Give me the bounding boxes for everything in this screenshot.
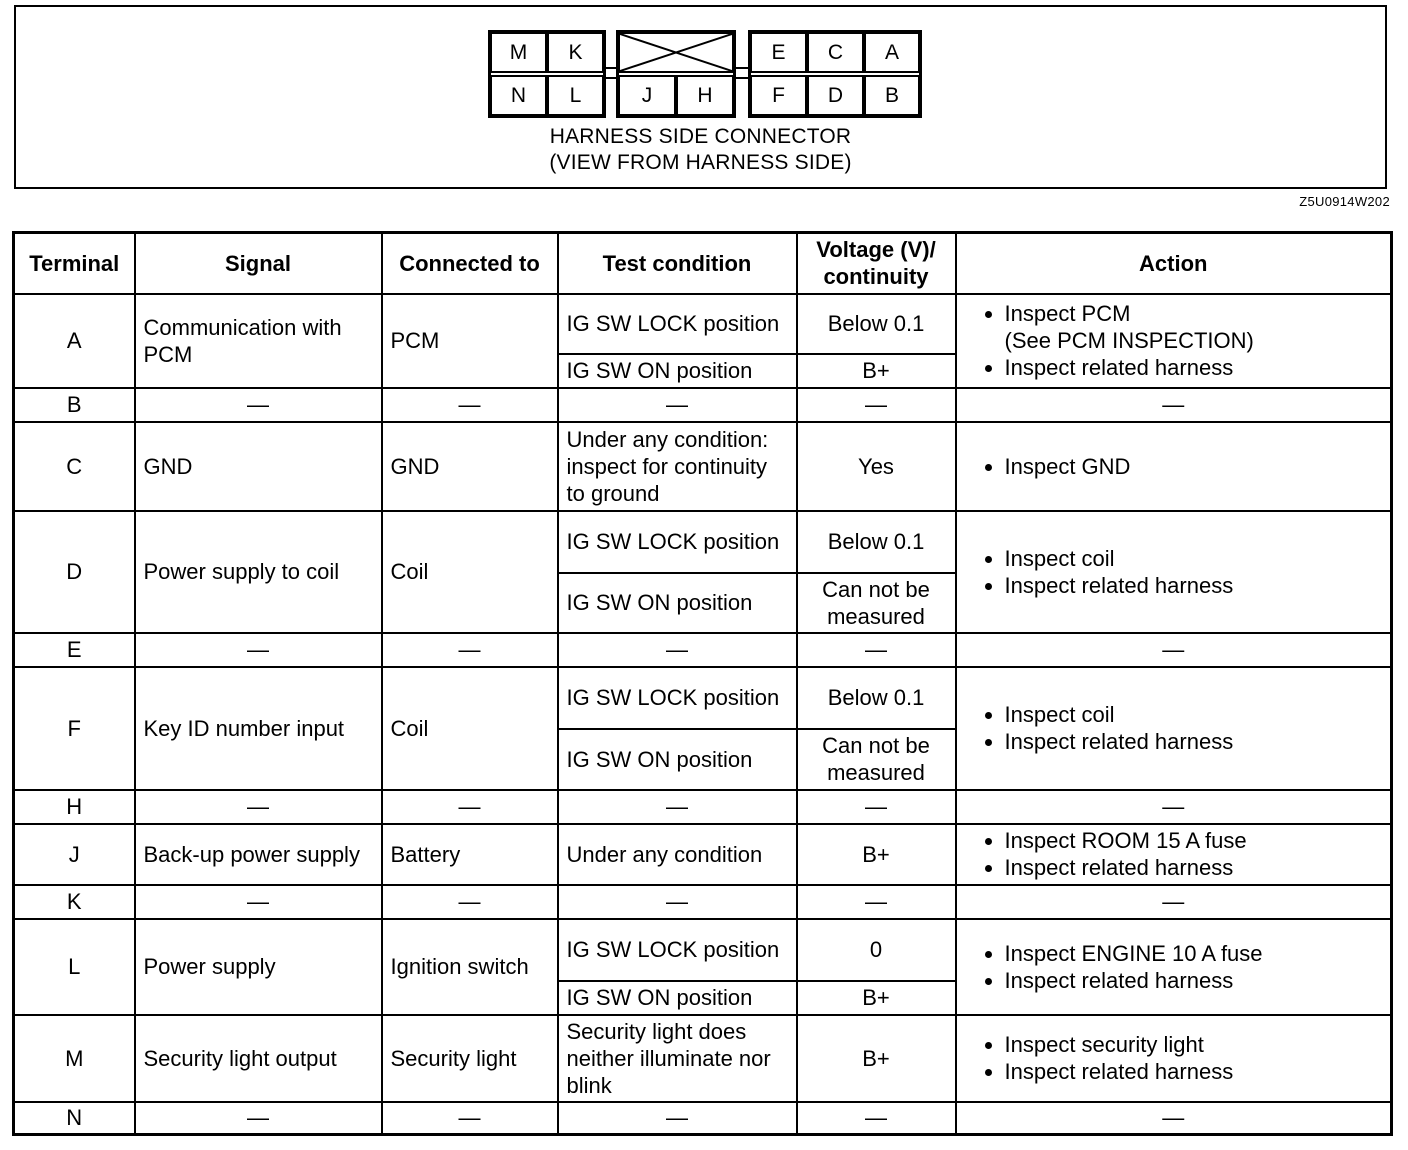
signal-cell: Back-up power supply: [135, 824, 382, 885]
header-voltage: Voltage (V)/ continuity: [797, 233, 956, 294]
terminal-cell: H: [14, 790, 135, 824]
action-cell: [956, 511, 1392, 633]
test-condition-cell: —: [558, 790, 797, 824]
test-condition-cell: IG SW ON position: [558, 729, 797, 790]
connector-pin-c: C: [807, 32, 864, 73]
test-condition-cell: IG SW LOCK position: [558, 294, 797, 354]
test-condition-cell: —: [558, 885, 797, 919]
test-condition-cell: —: [558, 633, 797, 667]
voltage-cell: —: [797, 790, 956, 824]
action-item: • Inspect ENGINE 10 A fuse: [1005, 940, 1383, 967]
table-row: [14, 633, 1392, 667]
terminal-cell: D: [14, 511, 135, 633]
signal-cell: —: [135, 388, 382, 422]
signal-cell: Communication with PCM: [135, 294, 382, 388]
connected-to-cell: Coil: [382, 667, 558, 790]
voltage-cell: —: [797, 388, 956, 422]
test-condition-cell: Under any condition: inspect for continuity to ground: [558, 422, 797, 511]
voltage-cell: B+: [797, 354, 956, 388]
table-row: [14, 511, 1392, 573]
header-action: Action: [956, 233, 1392, 294]
connector-pin-n: N: [490, 75, 547, 116]
signal-cell: Key ID number input: [135, 667, 382, 790]
action-item: • Inspect related harness: [1005, 728, 1383, 755]
terminal-table: [12, 231, 1393, 1136]
signal-cell: —: [135, 790, 382, 824]
table-row: [14, 1015, 1392, 1102]
table-row: [14, 919, 1392, 981]
table-row: [14, 388, 1392, 422]
test-condition-cell: IG SW LOCK position: [558, 667, 797, 729]
voltage-cell: Below 0.1: [797, 667, 956, 729]
action-cell: —: [956, 885, 1392, 919]
action-item: • Inspect security light: [1005, 1031, 1383, 1058]
connector-pin-h: H: [676, 75, 734, 116]
signal-cell: Security light output: [135, 1015, 382, 1102]
voltage-cell: —: [797, 1102, 956, 1135]
voltage-cell: B+: [797, 824, 956, 885]
connector-pin-l: L: [547, 75, 604, 116]
action-item: • Inspect coil: [1005, 701, 1383, 728]
connector-pin-e: E: [750, 32, 807, 73]
test-condition-cell: IG SW ON position: [558, 573, 797, 633]
terminal-cell: L: [14, 919, 135, 1015]
connected-to-cell: —: [382, 388, 558, 422]
action-cell: —: [956, 790, 1392, 824]
connector-pin-f: F: [750, 75, 807, 116]
action-item: • Inspect PCM (See PCM INSPECTION): [1005, 300, 1383, 354]
connected-to-cell: Coil: [382, 511, 558, 633]
header-connected-to: Connected to: [382, 233, 558, 294]
terminal-cell: F: [14, 667, 135, 790]
test-condition-cell: IG SW ON position: [558, 354, 797, 388]
test-condition-cell: —: [558, 1102, 797, 1135]
action-cell: —: [956, 388, 1392, 422]
connected-to-cell: PCM: [382, 294, 558, 388]
blank-cavity-cross-icon: [620, 34, 732, 71]
connected-to-cell: Battery: [382, 824, 558, 885]
connector-pin-d: D: [807, 75, 864, 116]
voltage-cell: —: [797, 885, 956, 919]
terminal-cell: C: [14, 422, 135, 511]
table-row: [14, 885, 1392, 919]
connector-pin-j: J: [618, 75, 676, 116]
table-header-row: [14, 233, 1392, 294]
connector-pin-k: K: [547, 32, 604, 73]
connected-to-cell: Security light: [382, 1015, 558, 1102]
connector-caption-line2: (VIEW FROM HARNESS SIDE): [549, 151, 852, 174]
terminal-cell: N: [14, 1102, 135, 1135]
connector-pin-m: M: [490, 32, 547, 73]
terminal-cell: A: [14, 294, 135, 388]
voltage-cell: —: [797, 633, 956, 667]
voltage-cell: Below 0.1: [797, 294, 956, 354]
header-test-condition: Test condition: [558, 233, 797, 294]
voltage-cell: Can not be measured: [797, 573, 956, 633]
connector-blank-cavity: [618, 32, 734, 73]
table-row: [14, 1102, 1392, 1135]
action-cell: [956, 667, 1392, 790]
action-cell: —: [956, 633, 1392, 667]
connected-to-cell: —: [382, 790, 558, 824]
connected-to-cell: —: [382, 885, 558, 919]
connector-diagram: [14, 5, 1387, 189]
test-condition-cell: IG SW ON position: [558, 981, 797, 1015]
action-cell: [956, 294, 1392, 388]
signal-cell: GND: [135, 422, 382, 511]
signal-cell: Power supply: [135, 919, 382, 1015]
test-condition-cell: Security light does neither illuminate nor blink: [558, 1015, 797, 1102]
table-row: [14, 294, 1392, 354]
action-item: • Inspect related harness: [1005, 354, 1383, 381]
voltage-cell: Below 0.1: [797, 511, 956, 573]
action-cell: —: [956, 1102, 1392, 1135]
action-item: • Inspect related harness: [1005, 854, 1383, 881]
action-item: • Inspect related harness: [1005, 1058, 1383, 1085]
action-item: • Inspect coil: [1005, 545, 1383, 572]
voltage-cell: B+: [797, 1015, 956, 1102]
action-cell: [956, 919, 1392, 1015]
voltage-cell: B+: [797, 981, 956, 1015]
voltage-cell: 0: [797, 919, 956, 981]
voltage-cell: Can not be measured: [797, 729, 956, 790]
connector-pin-b: B: [864, 75, 920, 116]
connected-to-cell: GND: [382, 422, 558, 511]
connected-to-cell: —: [382, 633, 558, 667]
terminal-cell: K: [14, 885, 135, 919]
action-cell: [956, 422, 1392, 511]
table-row: [14, 824, 1392, 885]
terminal-cell: J: [14, 824, 135, 885]
action-item: • Inspect ROOM 15 A fuse: [1005, 827, 1383, 854]
action-cell: [956, 1015, 1392, 1102]
figure-code: Z5U0914W202: [1299, 194, 1390, 209]
action-item: • Inspect related harness: [1005, 572, 1383, 599]
test-condition-cell: IG SW LOCK position: [558, 511, 797, 573]
terminal-cell: B: [14, 388, 135, 422]
table-row: [14, 667, 1392, 729]
voltage-cell: Yes: [797, 422, 956, 511]
test-condition-cell: —: [558, 388, 797, 422]
action-cell: [956, 824, 1392, 885]
terminal-cell: E: [14, 633, 135, 667]
signal-cell: —: [135, 885, 382, 919]
header-signal: Signal: [135, 233, 382, 294]
action-item: • Inspect GND: [1005, 453, 1383, 480]
action-item: • Inspect related harness: [1005, 967, 1383, 994]
connected-to-cell: —: [382, 1102, 558, 1135]
terminal-cell: M: [14, 1015, 135, 1102]
table-row: [14, 422, 1392, 511]
test-condition-cell: IG SW LOCK position: [558, 919, 797, 981]
signal-cell: —: [135, 633, 382, 667]
connector-caption-line1: HARNESS SIDE CONNECTOR: [549, 125, 852, 148]
signal-cell: Power supply to coil: [135, 511, 382, 633]
header-terminal: Terminal: [14, 233, 135, 294]
signal-cell: —: [135, 1102, 382, 1135]
connector-pin-a: A: [864, 32, 920, 73]
test-condition-cell: Under any condition: [558, 824, 797, 885]
connected-to-cell: Ignition switch: [382, 919, 558, 1015]
table-row: [14, 790, 1392, 824]
